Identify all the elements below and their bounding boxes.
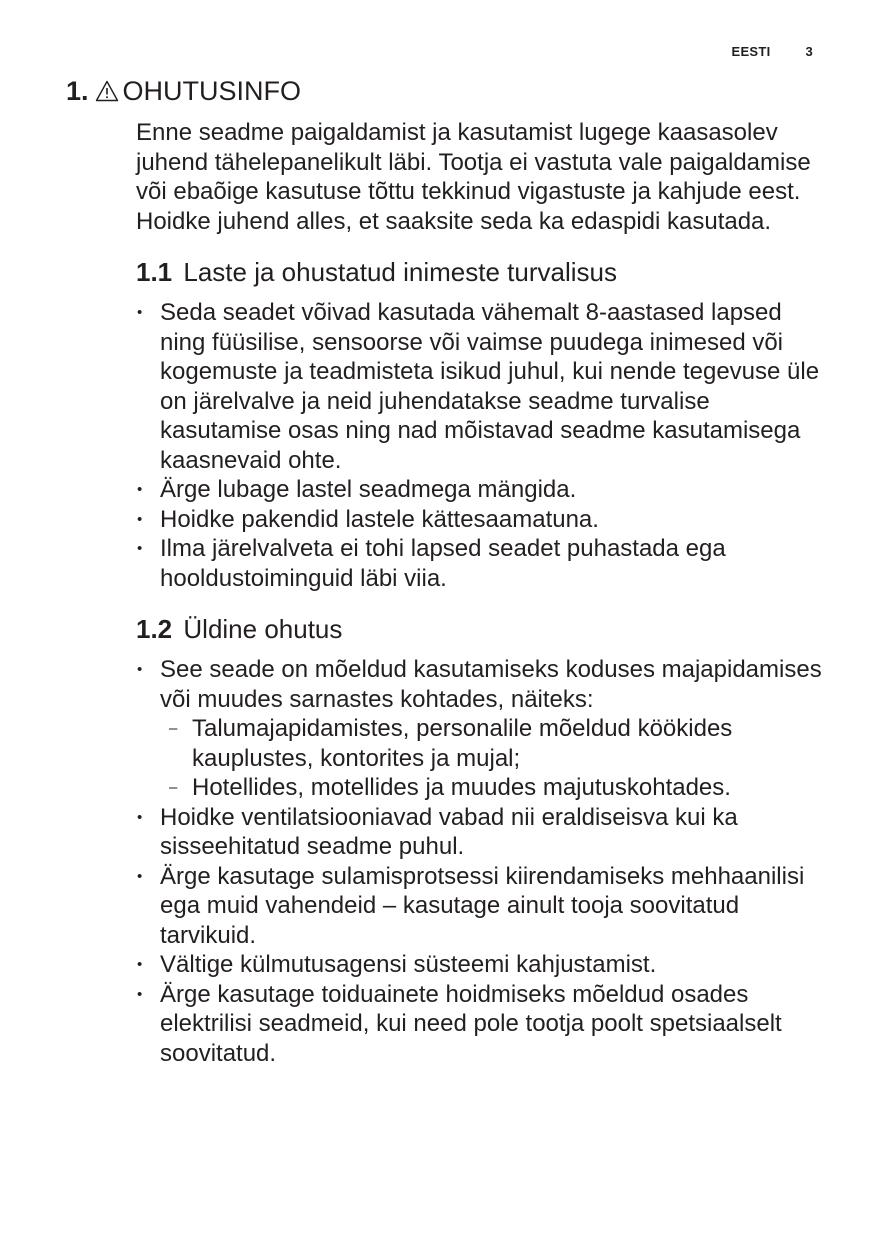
list-item: • Hoidke ventilatsiooniavad vabad nii eraldiseisva kui ka sisseehitatud seadme puhul. xyxy=(136,803,826,862)
sub-list-item: – Talumajapidamistes, personalile mõeldud köökides kauplustes, kontorites ja mujal; xyxy=(160,714,826,773)
sub-list-item: – Hotellides, motellides ja muudes majutuskohtades. xyxy=(160,773,826,803)
child-safety-list xyxy=(136,298,826,593)
section-1-number: 1. xyxy=(66,76,89,106)
section-1-2-heading xyxy=(136,613,826,645)
intro-paragraph: Enne seadme paigaldamist ja kasutamist lugege kaasasolev juhend tähelepanelikult läbi. Tootja ei vastuta vale paigaldamise või ebaõige kasutuse tõttu tekkinud vigastuste ja kahjude eest. Hoidke juhend alles, et saaksite seda ka edaspidi kasutada. xyxy=(136,119,811,235)
list-item: • Ärge kasutage sulamisprotsessi kiirendamiseks mehhaanilisi ega muid vahendeid – kasutage ainult tooja soovitatud tarvikuid. xyxy=(136,862,826,951)
list-item: • Vältige külmutusagensi süsteemi kahjustamist. xyxy=(136,950,826,980)
list-item: • Ilma järelvalveta ei tohi lapsed seadet puhastada ega hooldustoiminguid läbi viia. xyxy=(136,534,826,593)
list-item: • Ärge kasutage toiduainete hoidmiseks mõeldud osades elektrilisi seadmeid, kui need pole tootja poolt spetsiaalselt soovitatud. xyxy=(136,980,826,1069)
language-label: EESTI xyxy=(731,44,771,59)
list-item-text: See seade on mõeldud kasutamiseks koduses majapidamises või muudes sarnastes kohtades, näiteks: xyxy=(160,656,822,713)
list-item: • Ärge lubage lastel seadmega mängida. xyxy=(136,475,826,505)
list-item: • Seda seadet võivad kasutada vähemalt 8-aastased lapsed ning füüsilise, sensoorse või vaimse puudega inimesed või kogemuste ja teadmisteta isikud juhul, kui nende tegevuse üle on järelvalve ja neid juhendatakse seadme turvalise kasutamise osas ning nad mõistavad seadme kasutamisega kaasnevaid ohte. xyxy=(136,298,826,475)
warning-triangle-icon xyxy=(95,76,123,106)
page-content xyxy=(136,118,826,1068)
section-1-1-number: 1.1 xyxy=(136,257,173,287)
page-number: 3 xyxy=(805,44,813,59)
section-1-heading xyxy=(66,74,301,108)
section-1-1-title: Laste ja ohustatud inimeste turvalisus xyxy=(183,257,617,287)
section-1-1-heading xyxy=(136,256,826,288)
section-1-title: OHUTUSINFO xyxy=(122,76,302,106)
list-item: • Hoidke pakendid lastele kättesaamatuna. xyxy=(136,505,826,535)
sub-list xyxy=(160,714,826,803)
section-1-2-number: 1.2 xyxy=(136,614,173,644)
general-safety-list xyxy=(136,655,826,1068)
list-item xyxy=(136,655,826,803)
page-header xyxy=(731,44,813,59)
section-1-2-title: Üldine ohutus xyxy=(183,614,343,644)
